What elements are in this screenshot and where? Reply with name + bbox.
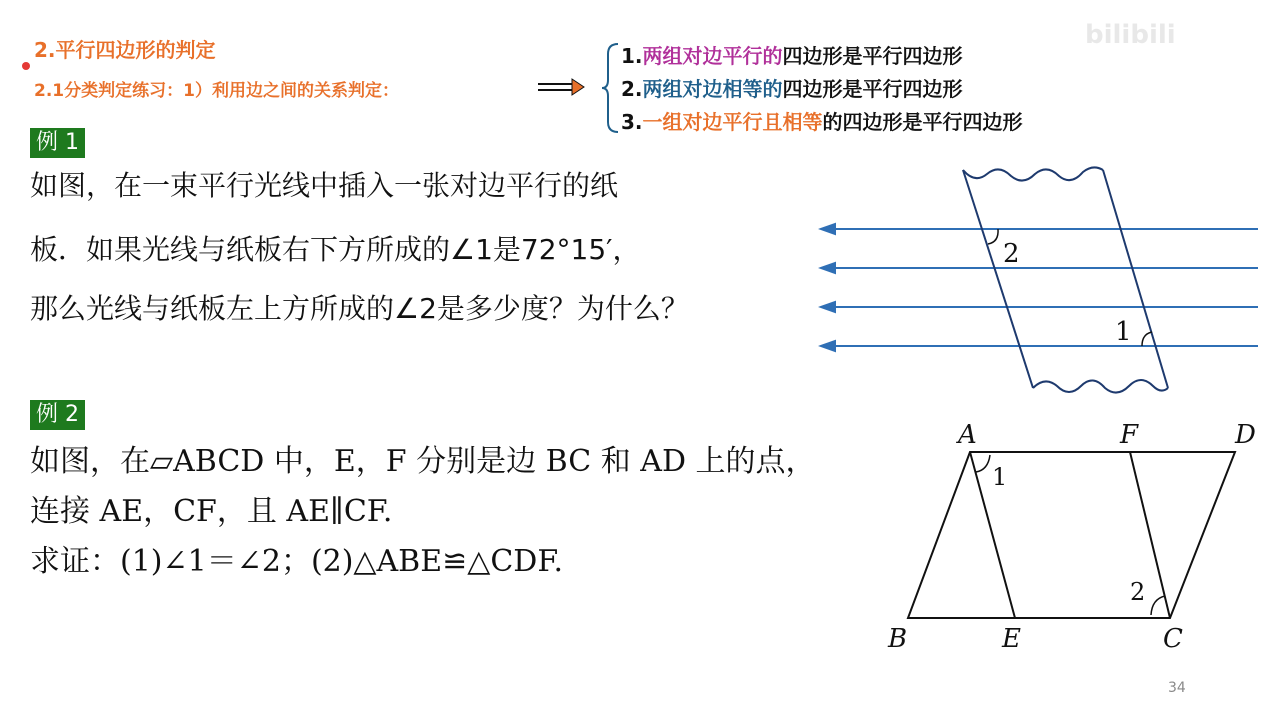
- section-subtitle: 2.1分类判定练习：1）利用边之间的关系判定：: [34, 81, 399, 101]
- implies-arrow-icon: [536, 78, 586, 96]
- rule-1-number: 1.: [621, 44, 643, 68]
- example-1-line-2: 板．如果光线与纸板右下方所成的∠1是72°15′，: [30, 233, 641, 266]
- example-1-figure: [815, 160, 1265, 410]
- light-rays: [821, 224, 1258, 351]
- brace-icon: [600, 42, 622, 134]
- example-2-badge: 例 2: [30, 400, 85, 430]
- angle-2-label: 2: [1130, 578, 1146, 606]
- angle-2-label: 2: [1003, 239, 1020, 269]
- rule-3-rest: 的四边形是平行四边形: [822, 110, 1023, 134]
- vertex-label-b: B: [888, 624, 908, 654]
- rule-2-rest: 四边形是平行四边形: [782, 77, 963, 101]
- example-1-badge: 例 1: [30, 128, 85, 158]
- rule-2: [621, 73, 963, 102]
- page-number: 34: [1168, 680, 1186, 696]
- board-right-edge: [1103, 170, 1168, 388]
- ray-arrowhead-3: [821, 302, 835, 312]
- example-2-line-2: 连接 AE，CF，且 AE∥CF.: [30, 494, 393, 529]
- angle-1-label: 1: [1115, 317, 1132, 347]
- parallelogram-abcd: [908, 452, 1235, 618]
- bilibili-watermark: bilibili: [1085, 20, 1176, 50]
- vertex-label-a: A: [958, 420, 977, 450]
- ray-arrowhead-2: [821, 263, 835, 273]
- board-top-wavy-edge: [963, 167, 1103, 180]
- ray-arrowhead-1: [821, 224, 835, 234]
- section-title: 2.平行四边形的判定: [34, 38, 216, 62]
- angle-1-arc: [1142, 332, 1152, 346]
- vertex-label-d: D: [1235, 420, 1256, 450]
- angle-1-label: 1: [992, 463, 1008, 491]
- rule-3-highlight: 一组对边平行且相等: [642, 110, 823, 134]
- rule-2-number: 2.: [621, 77, 643, 101]
- angle-2-arc: [988, 229, 998, 244]
- vertex-label-c: C: [1163, 624, 1183, 654]
- example-1-line-1: 如图，在一束平行光线中插入一张对边平行的纸: [30, 169, 619, 202]
- laser-pointer-dot: [22, 62, 30, 70]
- rule-2-highlight: 两组对边相等的: [642, 77, 783, 101]
- board-left-edge: [963, 170, 1033, 388]
- ray-arrowhead-4: [821, 341, 835, 351]
- angle-1-arc: [976, 455, 990, 472]
- vertex-label-f: F: [1120, 420, 1139, 450]
- rule-1: [621, 40, 963, 69]
- rule-3: [621, 106, 1023, 135]
- example-2-line-3: 求证：(1)∠1＝∠2；(2)△ABE≌△CDF.: [30, 544, 564, 579]
- angle-2-arc: [1151, 596, 1165, 615]
- rule-3-number: 3.: [621, 110, 643, 134]
- paper-board: [963, 167, 1168, 392]
- rule-1-highlight: 两组对边平行的: [642, 44, 783, 68]
- example-2-figure: [880, 415, 1260, 665]
- vertex-label-e: E: [1002, 624, 1021, 654]
- board-bottom-wavy-edge: [1033, 380, 1168, 393]
- example-2-line-1: 如图，在▱ABCD 中，E，F 分别是边 BC 和 AD 上的点，: [30, 444, 816, 479]
- example-1-line-3: 那么光线与纸板左上方所成的∠2是多少度？为什么？: [30, 292, 689, 325]
- rule-1-rest: 四边形是平行四边形: [782, 44, 963, 68]
